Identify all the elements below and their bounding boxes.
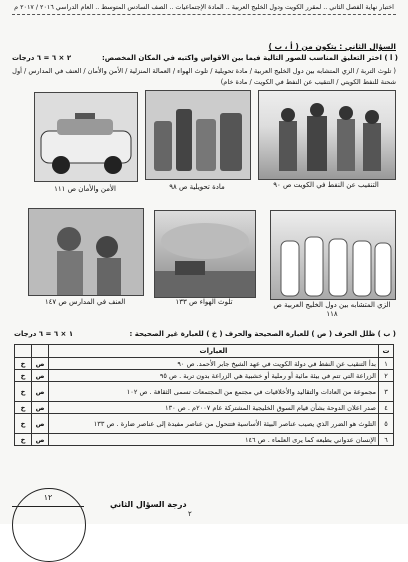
school-violence-photo xyxy=(28,208,144,296)
part-b-score: ١ × ٦ = ٦ درجات xyxy=(14,330,74,338)
table-row: ٥ التلوث هو الضرر الذي يصيب عناصر البيئة الأساسية فتتحول من عناصر مفيدة إلى عناصر ضارة . ص ١٣٣ ص خ xyxy=(15,414,394,434)
image-caption: العنف في المدارس ص ١٤٧ xyxy=(44,298,126,306)
true-option[interactable]: ص xyxy=(32,370,49,382)
part-a-instruction: ( أ ) اختر التعليق المناسب للصور التالية فيما بين الأقواس واكتبه في المكان المخصص: xyxy=(101,54,398,62)
table-row: ٢ الزراعة التي تتم في بيئة مائية أو رملية أو خشبية هي الزراعة بدون تربة . ص ٩٥ ص خ xyxy=(15,370,394,382)
grade-max: ١٢ xyxy=(43,493,53,502)
statement: الإنسان عدواني بطبعه كما يرى العلماء . ص ١٤٦ xyxy=(49,434,379,446)
image-caption: مادة تحويلية ص ٩٨ xyxy=(169,183,225,191)
image-caption: تلوث الهواء ص ١٣٣ xyxy=(175,298,233,306)
table-row: ٦ الإنسان عدواني بطبعه كما يرى العلماء . ص ١٤٦ ص خ xyxy=(15,434,394,446)
manufactured-goods-photo xyxy=(145,90,251,180)
true-option[interactable]: ص xyxy=(32,382,49,402)
statement: صدر اعلان الدوحة بشأن قيام السوق الخليجية المشتركة عام ٢٠٠٧م . ص ١٣٠ xyxy=(49,402,379,414)
grade-label: درجة السؤال الثاني xyxy=(110,500,187,509)
part-b-instruction: ( ب ) ظلل الحرف ( ص ) للعبارة الصحيحة والحرف ( خ ) للعبارة غير الصحيحة : xyxy=(129,330,396,338)
false-option[interactable]: خ xyxy=(15,370,32,382)
image-caption: الأمن والأمان ص ١١١ xyxy=(54,185,116,193)
grade-divider xyxy=(12,506,84,507)
true-option[interactable]: ص xyxy=(32,434,49,446)
statement: الزراعة التي تتم في بيئة مائية أو رملية أو خشبية هي الزراعة بدون تربة . ص ٩٥ xyxy=(49,370,379,382)
false-option[interactable]: خ xyxy=(15,358,32,370)
air-pollution-photo xyxy=(154,210,256,298)
true-option[interactable]: ص xyxy=(32,402,49,414)
oil-exploration-photo xyxy=(258,90,396,180)
false-option[interactable]: خ xyxy=(15,402,32,414)
col-number: ت xyxy=(379,345,394,358)
false-option[interactable]: خ xyxy=(15,414,32,434)
col-statements: العبارات xyxy=(49,345,379,358)
answer-options: ( تلوث التربة / الزي المتشابه بين دول الخليج العربية / مادة تحويلية / تلوث الهواء / العمالة المنزلية / الأمن والأمان / العنف في المدارس / أول شحنة للنفط الكويتي / التنقيب عن النفط في الكويت / مادة خام) xyxy=(12,67,396,86)
exam-header: اختبار نهاية الفصل الثاني .. لمقرر الكويت ودول الخليج العربية .. المادة الإجتماعيات .. الصف السادس المتوسط .. العام الدراسي ٢٠١٦ / ٢٠١٧ م xyxy=(14,3,394,11)
false-option[interactable]: خ xyxy=(15,434,32,446)
true-option[interactable]: ص xyxy=(32,358,49,370)
image-caption: الزي المتشابه بين دول الخليج العربية ص ١١٨ xyxy=(273,301,391,318)
false-option[interactable]: خ xyxy=(15,382,32,402)
page-number: ٢ xyxy=(188,510,192,518)
true-false-table xyxy=(14,344,394,446)
gulf-dress-photo xyxy=(270,210,396,300)
image-caption: التنقيب عن النفط في الكويت ص ٩٠ xyxy=(273,181,379,189)
police-car-photo xyxy=(34,92,138,182)
table-row: ٤ صدر اعلان الدوحة بشأن قيام السوق الخليجية المشتركة عام ٢٠٠٧م . ص ١٣٠ ص خ xyxy=(15,402,394,414)
statement: بدأ التنقيب عن النفط في دولة الكويت في عهد الشيخ جابر الأحمد. ص ٩٠ xyxy=(49,358,379,370)
table-row: ١ بدأ التنقيب عن النفط في دولة الكويت في عهد الشيخ جابر الأحمد. ص ٩٠ ص خ xyxy=(15,358,394,370)
statement: مجموعة من العادات والتقاليد والأخلاقيات في مجتمع من المجتمعات تسمى الثقافة . ص ١٠٢ xyxy=(49,382,379,402)
table-row: ٣ مجموعة من العادات والتقاليد والأخلاقيات في مجتمع من المجتمعات تسمى الثقافة . ص ١٠٢ ص خ xyxy=(15,382,394,402)
question-title: السؤال الثاني : يتكون من ( أ ، ب ) xyxy=(268,42,396,51)
part-a-score: ٢ × ٦ = ٦ درجات xyxy=(12,54,72,62)
header-divider xyxy=(12,14,396,15)
true-option[interactable]: ص xyxy=(32,414,49,434)
statement: التلوث هو الضرر الذي يصيب عناصر البيئة الأساسية فتتحول من عناصر مفيدة إلى عناصر ضارة . ص ١٣٣ xyxy=(49,414,379,434)
